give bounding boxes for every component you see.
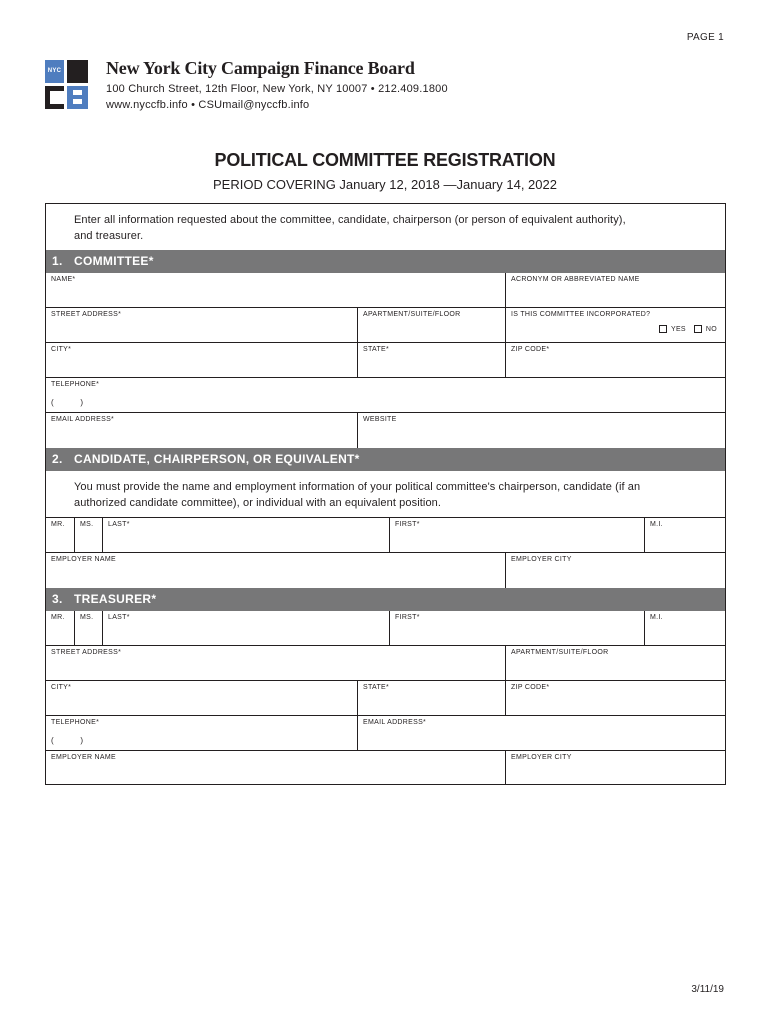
incorporated-options [659,325,717,333]
treasurer-employer-name-field[interactable] [46,751,505,784]
section-number: 2. [52,452,63,466]
candidate-mr-field[interactable] [46,518,74,552]
page-number: PAGE 1 [686,32,724,43]
registration-form [45,203,726,785]
candidate-employer-row [46,553,725,588]
field-label: EMPLOYER CITY [511,556,572,563]
committee-name-row [46,273,725,308]
treasurer-telephone-field[interactable] [46,716,357,750]
committee-street-field[interactable] [46,308,357,342]
field-label: M.I. [650,614,663,621]
field-label: ZIP CODE* [511,684,550,691]
field-label: ACRONYM OR ABBREVIATED NAME [511,276,640,283]
candidate-employer-city-field[interactable] [505,553,725,588]
committee-state-field[interactable] [357,343,505,377]
treasurer-mr-field[interactable] [46,611,74,645]
logo-nyc-block: NYC [45,60,64,83]
no-checkbox[interactable] [694,325,702,333]
section-number: 1. [52,254,63,268]
field-label: FIRST* [395,521,420,528]
yes-checkbox[interactable] [659,325,667,333]
committee-acronym-field[interactable] [505,273,725,307]
field-label: CITY* [51,346,72,353]
committee-telephone-field[interactable] [46,378,725,412]
area-code-parens: ( ) [51,398,83,407]
candidate-name-row [46,517,725,553]
org-name: New York City Campaign Finance Board [106,58,415,78]
treasurer-employer-row [46,751,725,784]
committee-city-row [46,343,725,378]
field-label: TELEPHONE* [51,381,100,388]
field-label: MS. [80,521,94,528]
committee-email-field[interactable] [46,413,357,448]
treasurer-city-field[interactable] [46,681,357,715]
field-label: MS. [80,614,94,621]
form-intro-line2: and treasurer. [74,230,144,242]
field-label: NAME* [51,276,76,283]
treasurer-state-field[interactable] [357,681,505,715]
section-title: COMMITTEE* [74,254,154,268]
treasurer-street-field[interactable] [46,646,505,680]
field-label: EMPLOYER NAME [51,754,116,761]
section-title: CANDIDATE, CHAIRPERSON, OR EQUIVALENT* [74,452,360,466]
committee-address-row [46,308,725,343]
treasurer-last-name-field[interactable] [102,611,389,645]
treasurer-first-name-field[interactable] [389,611,644,645]
field-label: STREET ADDRESS* [51,311,122,318]
field-label: TELEPHONE* [51,719,100,726]
section-candidate-header [46,448,725,471]
committee-apartment-field[interactable] [357,308,505,342]
field-label: EMPLOYER CITY [511,754,572,761]
treasurer-zip-field[interactable] [505,681,725,715]
field-label: APARTMENT/SUITE/FLOOR [511,649,609,656]
field-label: WEBSITE [363,416,397,423]
field-label: EMAIL ADDRESS* [363,719,427,726]
committee-zip-field[interactable] [505,343,725,377]
field-label: IS THIS COMMITTEE INCORPORATED? [511,311,651,318]
field-label: MR. [51,614,65,621]
candidate-employer-name-field[interactable] [46,553,505,588]
section-title: TREASURER* [74,592,157,606]
section-number: 3. [52,592,63,606]
no-label: NO [705,325,717,333]
candidate-intro-line2: authorized candidate committee), or individual with an equivalent position. [74,497,442,509]
field-label: STATE* [363,346,390,353]
treasurer-apartment-field[interactable] [505,646,725,680]
revision-date: 3/11/19 [691,984,724,995]
candidate-intro-line1: You must provide the name and employment information of your political committee's chairperson, candidate (if an [74,481,641,493]
committee-city-field[interactable] [46,343,357,377]
area-code-parens: ( ) [51,736,83,745]
org-address: 100 Church Street, 12th Floor, New York, NY 10007 • 212.409.1800 [106,83,448,95]
committee-telephone-row [46,378,725,413]
treasurer-email-field[interactable] [357,716,725,750]
section-treasurer-header [46,588,725,611]
field-label: EMAIL ADDRESS* [51,416,115,423]
committee-website-field[interactable] [357,413,725,448]
committee-name-field[interactable] [46,273,505,307]
field-label: LAST* [108,521,130,528]
form-title: POLITICAL COMMITTEE REGISTRATION [214,150,556,170]
field-label: EMPLOYER NAME [51,556,116,563]
field-label: FIRST* [395,614,420,621]
form-intro-line1: Enter all information requested about the committee, candidate, chairperson (or person of equivalent authority), [74,214,626,226]
candidate-mi-field[interactable] [644,518,725,552]
candidate-first-name-field[interactable] [389,518,644,552]
form-subtitle: PERIOD COVERING January 12, 2018 —January 14, 2022 [213,177,557,192]
org-contact: www.nyccfb.info • CSUmail@nyccfb.info [106,99,310,111]
treasurer-name-row [46,611,725,646]
cfb-logo [45,60,89,110]
treasurer-mi-field[interactable] [644,611,725,645]
field-label: LAST* [108,614,130,621]
field-label: MR. [51,521,65,528]
field-label: STATE* [363,684,390,691]
candidate-intro [74,479,640,511]
field-label: STREET ADDRESS* [51,649,122,656]
candidate-last-name-field[interactable] [102,518,389,552]
yes-label: YES [670,325,686,333]
form-intro [74,212,626,244]
logo-b-letter [67,86,88,109]
candidate-ms-field[interactable] [74,518,102,552]
field-label: APARTMENT/SUITE/FLOOR [363,311,461,318]
section-committee-header [46,250,725,273]
treasurer-city-row [46,681,725,716]
committee-email-row [46,413,725,448]
treasurer-contact-row [46,716,725,751]
treasurer-employer-city-field[interactable] [505,751,725,784]
logo-black-block [67,60,88,83]
field-label: M.I. [650,521,663,528]
logo-c-letter [45,86,64,109]
treasurer-ms-field[interactable] [74,611,102,645]
committee-incorporated-field [505,308,725,342]
treasurer-address-row [46,646,725,681]
field-label: CITY* [51,684,72,691]
field-label: ZIP CODE* [511,346,550,353]
